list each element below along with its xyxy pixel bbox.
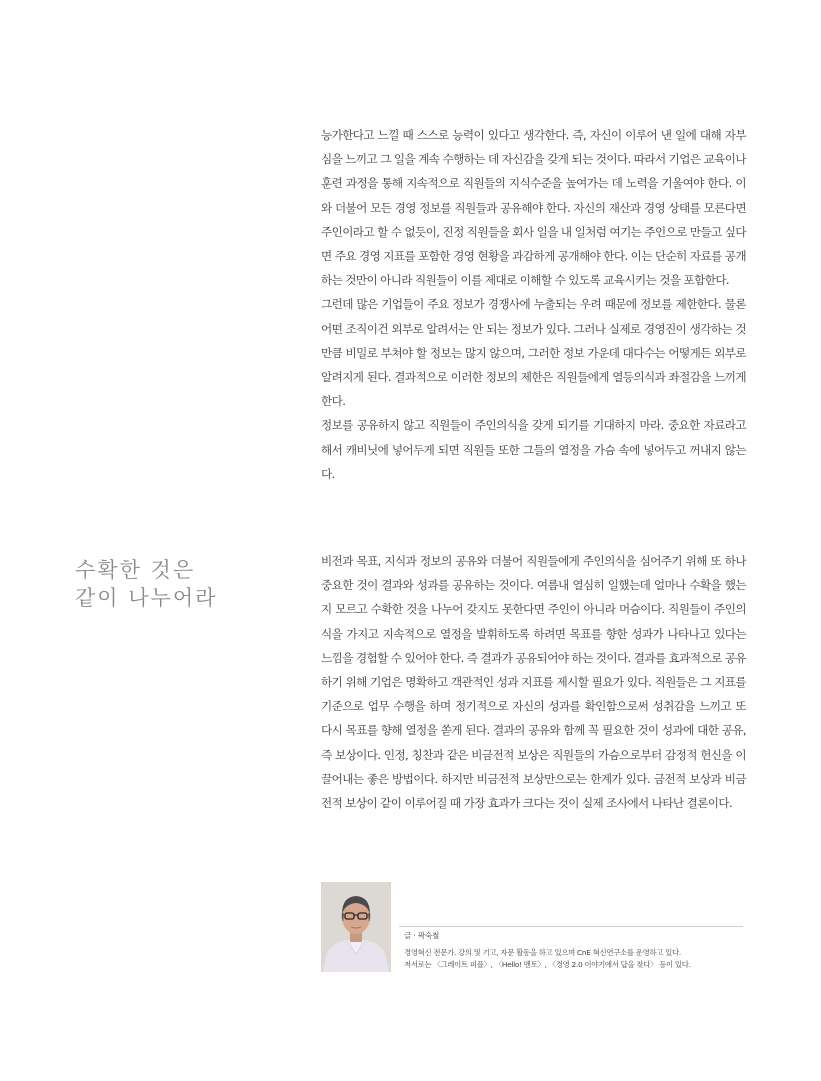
paragraph: 비전과 목표, 지식과 정보의 공유와 더불어 직원들에게 주인의식을 심어주기 위해 또 하나 중요한 것이 결과와 성과를 공유하는 것이다. 여름내 열심히 일했는데 얼마나 수확을 했는지 모르고 수확한 것을 나누어 갖지도 못한다면 주인이 아니라 머슴이다. 직원들이 주인의식을 가지고 지속적으로 열정을 발휘하도록 하려면 목표를 향한 성과가 나타나고 있다는 느낌을 경험할 수 있어야 한다. 즉 결과가 공유되어야 하는 것이다. 결과를 효과적으로 공유하기 위해 기업은 명확하고 객관적인 성과 지표를 제시할 필요가 있다. 직원들은 그 지표를 기준으로 업무 수행을 하며 정기적으로 자신의 성과를 확인함으로써 성취감을 느끼고 또 다시 목표를 향해 열정을 쏟게 된다. 결과의 공유와 함께 꼭 필요한 것이 성과에 대한 공유, 즉 보상이다. 인정, 칭찬과 같은 비금전적 보상은 직원들의 가슴으로부터 감정적 헌신을 이끌어내는 좋은 방법이다. 하지만 비금전적 보상만으로는 한계가 있다. 금전적 보상과 비금전적 보상이 같이 이루어질 때 가장 효과가 크다는 것이 실제 조사에서 나타난 결론이다.	[321, 554, 746, 811]
paragraph: 정보를 공유하지 않고 직원들이 주인의식을 갖게 되기를 기대하지 마라. 중요한 자료라고 해서 캐비닛에 넣어두게 되면 직원들 또한 그들의 열정을 가슴 속에 넣어두고 꺼내지 않는다.	[321, 418, 746, 481]
author-photo	[321, 882, 391, 972]
section-heading	[75, 556, 275, 612]
author-name: 글 · 곽숙철	[404, 931, 440, 940]
author-portrait-icon	[321, 882, 391, 972]
article-body-mid	[321, 549, 746, 815]
author-bio-line: 경영혁신 전문가. 강의 및 기고, 자문 활동을 하고 있으며 CnE 혁신연구소를 운영하고 있다.	[404, 948, 681, 957]
author-bio-line: 저서로는 〈그레이트 피플〉, 〈Hello! 멘토〉, 〈경영 2.0 이야기에서 답을 찾다〉 등이 있다.	[404, 960, 691, 969]
author-divider	[399, 926, 743, 927]
section-heading-line2: 같이 나누어라	[75, 586, 218, 610]
article-body-top	[321, 123, 746, 486]
paragraph: 그런데 많은 기업들이 주요 정보가 경쟁사에 누출되는 우려 때문에 정보를 제한한다. 물론 어떤 조직이건 외부로 알려서는 안 되는 정보가 있다. 그러나 실제로 경영진이 생각하는 것만큼 비밀로 부쳐야 할 정보는 많지 않으며, 그러한 정보 가운데 대다수는 어떻게든 외부로 알려지게 된다. 결과적으로 이러한 정보의 제한은 직원들에게 열등의식과 좌절감을 느끼게 한다.	[321, 297, 746, 409]
section-heading-line1: 수확한 것은	[75, 558, 196, 582]
paragraph: 능가한다고 느낄 때 스스로 능력이 있다고 생각한다. 즉, 자신이 이루어 낸 일에 대해 자부심을 느끼고 그 일을 계속 수행하는 데 자신감을 갖게 되는 것이다. 따라서 기업은 교육이나 훈련 과정을 통해 지속적으로 직원들의 지식수준을 높여가는 데 노력을 기울여야 한다. 이와 더불어 모든 경영 정보를 직원들과 공유해야 한다. 자신의 재산과 경영 상태를 모른다면 주인이라고 할 수 없듯이, 진정 직원들을 회사 일을 내 일처럼 여기는 주인으로 만들고 싶다면 주요 경영 지표를 포함한 경영 현황을 과감하게 공개해야 한다. 이는 단순히 자료를 공개하는 것만이 아니라 직원들이 이를 제대로 이해할 수 있도록 교육시키는 것을 포함한다.	[321, 128, 746, 288]
author-bio	[404, 947, 749, 971]
